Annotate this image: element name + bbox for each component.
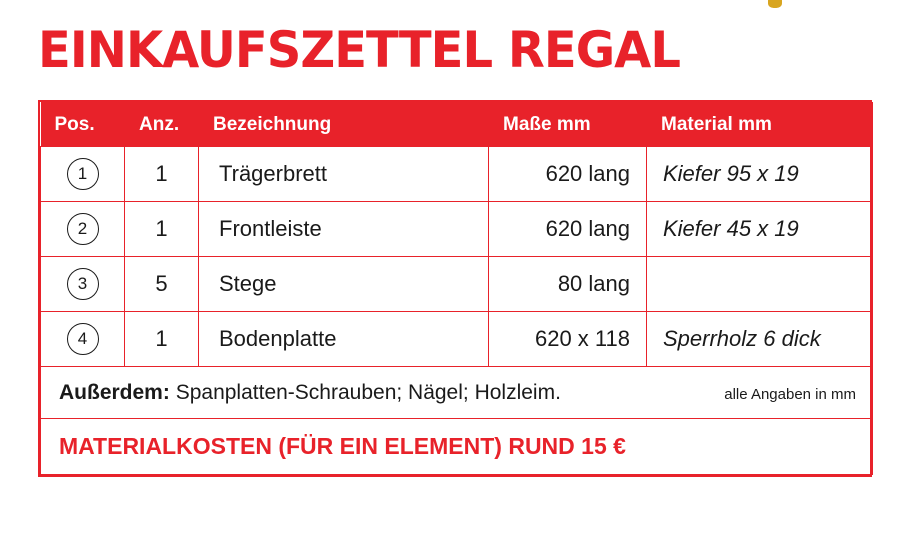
column-header-pos-label: Pos.: [54, 113, 95, 135]
column-header-anz-label: Anz.: [139, 113, 180, 135]
cell-material: [647, 202, 873, 257]
cell-material-label: Sperrholz 6 dick: [663, 326, 821, 351]
cell-quantity: 1: [125, 312, 199, 367]
cell-material-label: Kiefer 95 x 19: [663, 161, 799, 186]
shopping-list-table: [38, 100, 872, 477]
cell-dimensions-label: 620 x 118: [534, 326, 630, 351]
cell-description-label: Bodenplatte: [219, 326, 337, 351]
position-badge: 3: [67, 268, 99, 300]
extras-items: Spanplatten-Schrauben; Nägel; Holzleim.: [175, 380, 561, 404]
units-note: alle Angaben in mm: [724, 385, 856, 403]
table-row: [41, 257, 873, 312]
column-header-anz: [125, 103, 199, 147]
column-header-bezeichnung-label: Bezeichnung: [213, 113, 332, 135]
extras-row: [41, 367, 873, 419]
cell-dimensions: [489, 147, 647, 202]
cell-description: [199, 312, 489, 367]
table-row: [41, 147, 873, 202]
cell-position: [41, 257, 125, 312]
position-badge: 1: [67, 158, 99, 190]
column-header-material-label: Material mm: [661, 113, 772, 135]
cell-description-label: Frontleiste: [219, 216, 322, 241]
cell-dimensions-label: 80 lang: [557, 271, 630, 296]
cell-material: [647, 147, 873, 202]
cell-quantity: 1: [125, 202, 199, 257]
extras-label: Außerdem:: [59, 380, 170, 404]
cell-position: [41, 202, 125, 257]
cell-description: [199, 147, 489, 202]
table-header-row: [41, 103, 873, 147]
column-header-masse-label: Maße mm: [503, 113, 591, 135]
cell-description: [199, 202, 489, 257]
decorative-dot: [768, 0, 782, 8]
cost-row: [41, 419, 873, 475]
cost-cell: [41, 419, 873, 475]
cell-dimensions-label: 620 lang: [545, 216, 630, 241]
position-badge: 4: [67, 323, 99, 355]
table-row: [41, 202, 873, 257]
cell-position: [41, 312, 125, 367]
cell-dimensions-label: 620 lang: [545, 161, 630, 186]
position-badge: 2: [67, 213, 99, 245]
column-header-pos: [41, 103, 125, 147]
column-header-masse: [489, 103, 647, 147]
cell-dimensions: [489, 257, 647, 312]
extras-text: [59, 381, 561, 405]
cell-material: [647, 312, 873, 367]
cell-description: [199, 257, 489, 312]
cell-quantity: 1: [125, 147, 199, 202]
page-title: EINKAUFSZETTEL REGAL: [38, 21, 680, 79]
cell-description-label: Trägerbrett: [219, 161, 328, 186]
cell-description-label: Stege: [219, 271, 277, 296]
extras-cell: [41, 367, 873, 419]
cell-position: [41, 147, 125, 202]
cost-label: MATERIALKOSTEN (FÜR EIN ELEMENT) RUND 15 €: [59, 433, 626, 459]
cell-dimensions: [489, 312, 647, 367]
cell-material: [647, 257, 873, 312]
table-row: [41, 312, 873, 367]
cell-dimensions: [489, 202, 647, 257]
column-header-material: [647, 103, 873, 147]
column-header-bezeichnung: [199, 103, 489, 147]
cell-material-label: Kiefer 45 x 19: [663, 216, 799, 241]
cell-quantity: 5: [125, 257, 199, 312]
